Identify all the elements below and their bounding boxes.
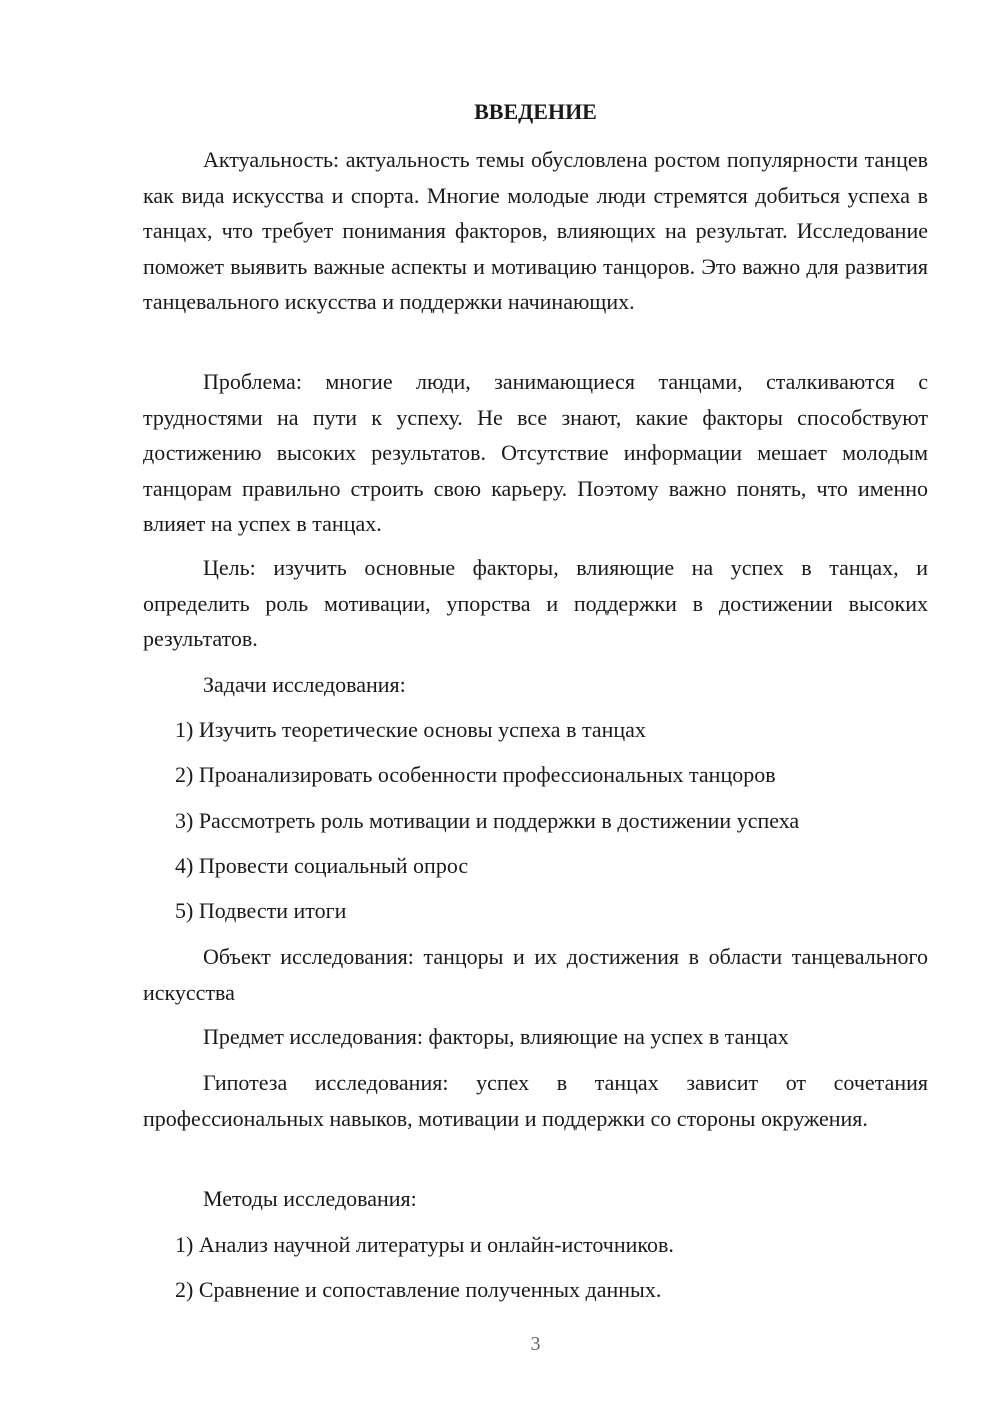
problem-paragraph: Проблема: многие люди, занимающиеся танцами, сталкиваются с трудностями на пути к успеху. Не все знают, какие факторы способствуют достижению высоких результатов. Отсутствие информации мешает молодым танцорам правильно строить свою карьеру. Поэтому важно понять, что именно влияет на успех в танцах. <box>143 369 928 536</box>
goal-paragraph: Цель: изучить основные факторы, влияющие на успех в танцах, и определить роль мотивации, упорства и поддержки в достижении высоких результатов. <box>143 555 928 651</box>
subject-paragraph: Предмет исследования: факторы, влияющие на успех в танцах <box>203 1024 789 1049</box>
method-item-2: 2) Сравнение и сопоставление полученных данных. <box>175 1277 662 1302</box>
tasks-heading: Задачи исследования: <box>203 672 406 697</box>
task-item-3: 3) Рассмотреть роль мотивации и поддержки в достижении успеха <box>175 808 800 833</box>
object-paragraph: Объект исследования: танцоры и их достижения в области танцевального искусства <box>143 944 928 1005</box>
method-item-1: 1) Анализ научной литературы и онлайн-источников. <box>175 1232 674 1257</box>
methods-heading: Методы исследования: <box>203 1186 417 1211</box>
relevance-paragraph: Актуальность: актуальность темы обусловлена ростом популярности танцев как вида искусства и спорта. Многие молодые люди стремятся добиться успеха в танцах, что требует понимания факторов, влияющих на результат. Исследование поможет выявить важные аспекты и мотивацию танцоров. Это важно для развития танцевального искусства и поддержки начинающих. <box>143 147 928 314</box>
hypothesis-paragraph: Гипотеза исследования: успех в танцах зависит от сочетания профессиональных навыков, мотивации и поддержки со стороны окружения. <box>143 1070 928 1131</box>
page-title: ВВЕДЕНИЕ <box>474 99 597 124</box>
task-item-5: 5) Подвести итоги <box>175 898 347 923</box>
task-item-2: 2) Проанализировать особенности профессиональных танцоров <box>175 762 776 787</box>
task-item-1: 1) Изучить теоретические основы успеха в танцах <box>175 717 646 742</box>
task-item-4: 4) Провести социальный опрос <box>175 853 469 878</box>
page-number: 3 <box>530 1333 541 1355</box>
